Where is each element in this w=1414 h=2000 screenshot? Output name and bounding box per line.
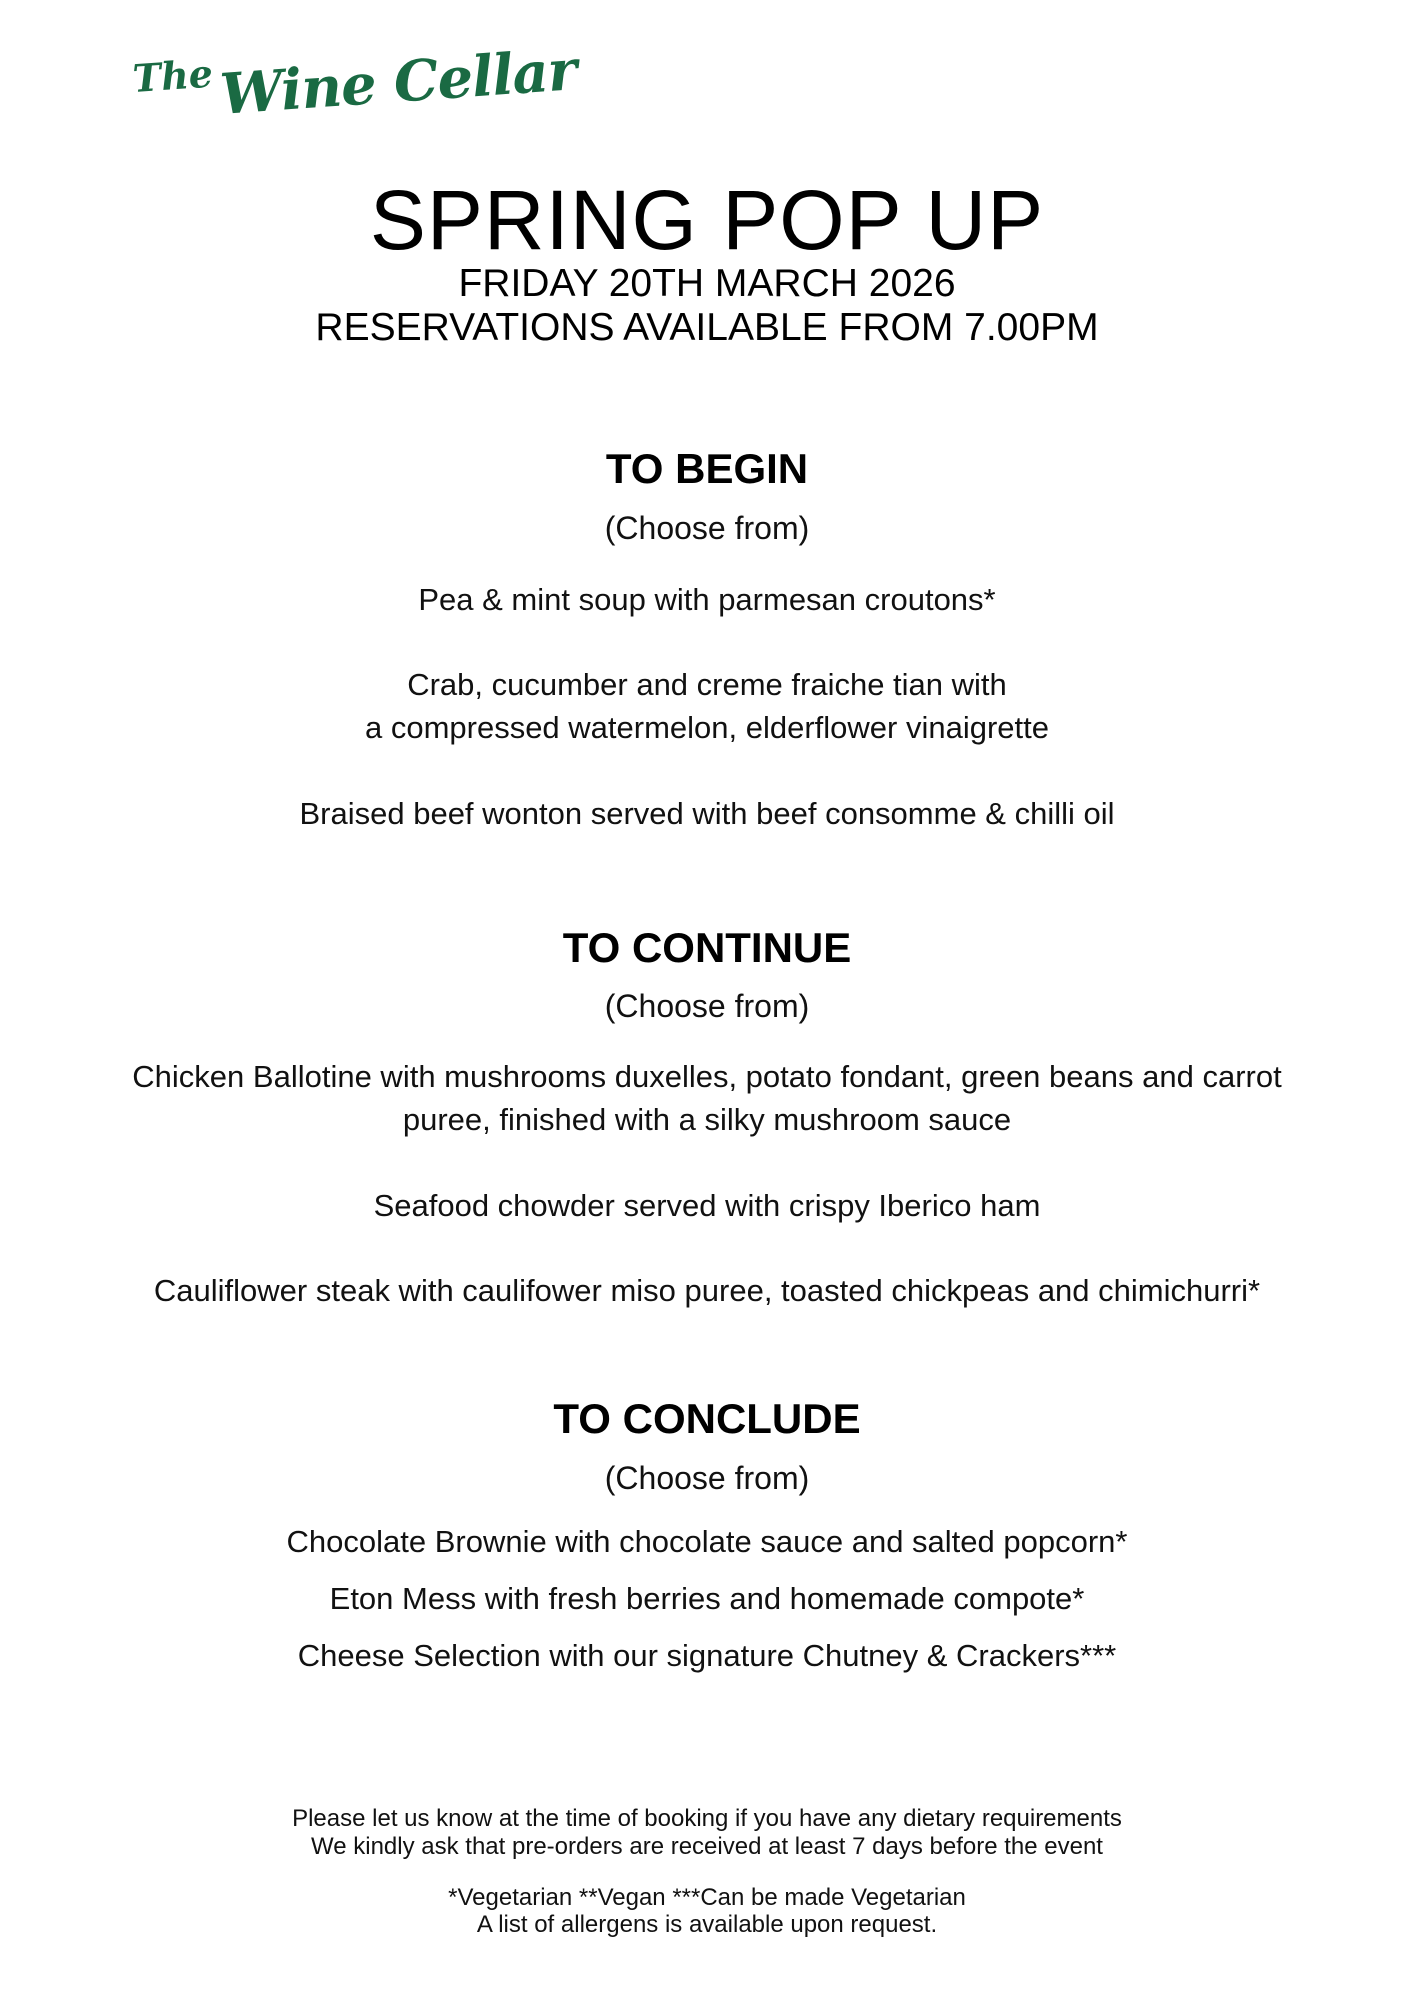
menu-item: Cheese Selection with our signature Chutney & Crackers***: [297, 1638, 1117, 1673]
dietary-key: *Vegetarian **Vegan ***Can be made Vegetarian: [448, 1884, 966, 1911]
menu-item: Braised beef wonton served with beef consomme & chilli oil: [299, 796, 1115, 831]
section-heading-continue: TO CONTINUE: [562, 924, 852, 971]
reservation-time: RESERVATIONS AVAILABLE FROM 7.00PM: [315, 306, 1099, 349]
choose-note-begin: (Choose from): [604, 510, 810, 546]
preorder-note: We kindly ask that pre-orders are received at least 7 days before the event: [311, 1833, 1103, 1860]
menu-item: Pea & mint soup with parmesan croutons*: [418, 582, 996, 617]
menu-item: puree, finished with a silky mushroom sauce: [402, 1102, 1012, 1137]
section-heading-conclude: TO CONCLUDE: [553, 1395, 861, 1442]
logo-name-text: Wine Cellar: [218, 37, 579, 128]
menu-item: Crab, cucumber and creme fraiche tian with: [407, 667, 1007, 702]
wine-cellar-logo: [131, 25, 578, 134]
logo-the-text: The: [131, 50, 215, 101]
menu-item: Seafood chowder served with crispy Iberico ham: [373, 1188, 1041, 1223]
section-heading-begin: TO BEGIN: [605, 445, 809, 492]
page-title: SPRING POP UP: [369, 173, 1045, 267]
menu-item: a compressed watermelon, elderflower vinaigrette: [364, 710, 1050, 745]
dietary-note: Please let us know at the time of booking if you have any dietary requirements: [292, 1805, 1122, 1832]
menu-item: Eton Mess with fresh berries and homemade compote*: [329, 1581, 1085, 1616]
allergen-note: A list of allergens is available upon request.: [476, 1911, 938, 1938]
menu-item: Chicken Ballotine with mushrooms duxelles, potato fondant, green beans and carrot: [132, 1059, 1282, 1094]
menu-item: Cauliflower steak with caulifower miso puree, toasted chickpeas and chimichurri*: [153, 1273, 1261, 1308]
event-date: FRIDAY 20TH MARCH 2026: [458, 262, 956, 305]
choose-note-continue: (Choose from): [604, 988, 810, 1024]
menu-item: Chocolate Brownie with chocolate sauce and salted popcorn*: [286, 1524, 1128, 1559]
choose-note-conclude: (Choose from): [604, 1460, 810, 1496]
